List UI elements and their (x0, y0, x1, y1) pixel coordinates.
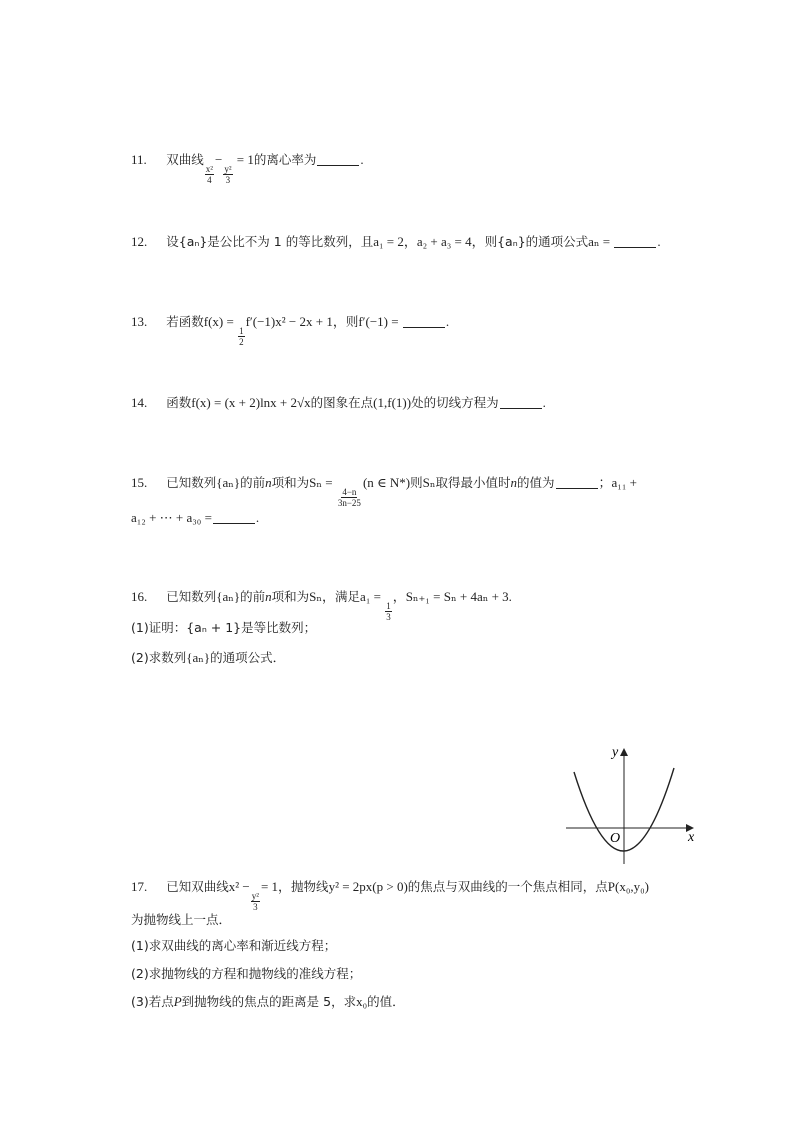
question-11: 11. 双曲线 $\frac{\text{x²}}{4}$ − $\frac{\text{y²}}{3}$ = 1的离心率为 . (131, 152, 364, 185)
fraction: $\frac{\text{y²}}{3}$ (224, 164, 232, 185)
answer-blank[interactable] (556, 476, 598, 489)
question-14: 14. 函数f(x) = (x + 2)lnx + 2√x的图象在点(1,f(1))处的切线方程为 . (131, 393, 546, 413)
origin-label: O (610, 831, 621, 846)
question-number: 16. (131, 589, 148, 604)
question-17-part-3: (3)若点P到抛物线的焦点的距离是 5，求x₀的值． (131, 994, 405, 1009)
fraction: $\frac{4-n}{3n-25}$ (337, 487, 361, 508)
x-axis-label: x (688, 830, 695, 845)
question-16-part-2: (2)求数列{aₙ}的通项公式． (131, 650, 286, 665)
question-number: 15. (131, 475, 148, 490)
fraction: $\frac{\text{y²}}{3}$ (251, 891, 259, 912)
question-16-part-1: (1)证明：{aₙ + 1}是等比数列； (131, 620, 317, 635)
question-17-part-1: (1)求双曲线的离心率和渐近线方程； (131, 938, 337, 953)
question-13: 13. 若函数f(x) = $\frac{1}{2}$ f′(−1)x² − 2x + 1，则f′(−1) = . (131, 314, 450, 347)
question-number: 14. (131, 395, 148, 410)
question-number: 17. (131, 879, 148, 894)
question-17: 17. 已知双曲线x² − $\frac{\text{y²}}{3}$ = 1，抛物线y² = 2px(p > 0)的焦点与双曲线的一个焦点相同，点P(x₀,y₀) (131, 879, 649, 912)
question-16: 16. 已知数列{aₙ}的前n项和为Sₙ，满足a₁ = $\frac{1}{3}$ ，Sₙ₊₁ = Sₙ + 4aₙ + 3. (131, 589, 512, 622)
answer-blank[interactable] (500, 396, 542, 409)
answer-blank[interactable] (317, 153, 359, 166)
answer-blank[interactable] (403, 315, 445, 328)
fraction: $\frac{\text{x²}}{4}$ (205, 164, 213, 185)
fraction: $\frac{1}{2}$ (239, 326, 244, 347)
y-axis-label: y (612, 745, 619, 760)
question-15: 15. 已知数列{aₙ}的前n项和为Sₙ = $\frac{4-n}{3n-25}$ (n ∈ N*)则Sₙ取得最小值时n的值为 ；a₁₁ + (131, 475, 637, 508)
question-number: 11. (131, 152, 147, 167)
question-15-line-2: a₁₂ + ⋯ + a₃₀ = . (131, 510, 260, 525)
question-17-line-2: 为抛物线上一点． (131, 912, 232, 927)
question-12: 12. 设{aₙ}是公比不为 1 的等比数列，且a₁ = 2，a₂ + a₃ = 4，则{aₙ}的通项公式aₙ = . (131, 232, 661, 252)
question-17-part-2: (2)求抛物线的方程和抛物线的准线方程； (131, 966, 362, 981)
question-number: 13. (131, 314, 148, 329)
question-number: 12. (131, 234, 148, 249)
parabola-graph (560, 742, 705, 872)
answer-blank[interactable] (614, 235, 656, 248)
answer-blank[interactable] (213, 511, 255, 524)
fraction: $\frac{1}{3}$ (386, 601, 391, 622)
